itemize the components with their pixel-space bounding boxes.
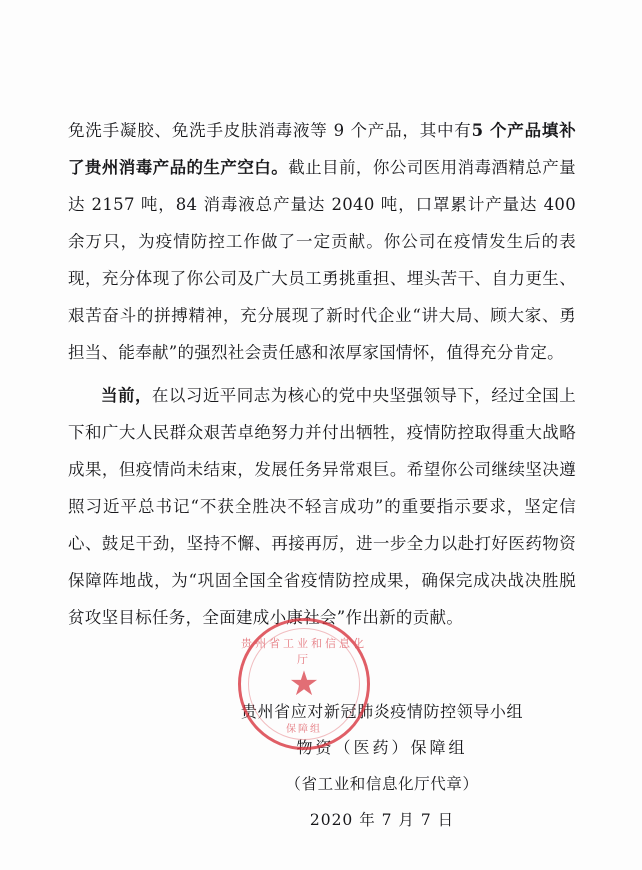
paragraph-1-run-1: 免洗手凝胶、免洗手皮肤消毒液等 9 个产品，其中有 <box>68 121 472 140</box>
signature-date: 2020 年 7 月 7 日 <box>309 811 455 829</box>
signature-stamp-note: （省工业和信息化厅代章） <box>285 775 479 793</box>
seal-star-icon: ★ <box>288 664 320 704</box>
signature-department: 物资（医药）保障组 <box>296 738 468 757</box>
paragraph-2-run-2: 在以习近平同志为核心的党中央坚强领导下，经过全国上下和广大人民群众艰苦卓绝努力并付出牺牲，疫情防控取得重大战略成果，但疫情尚未结束，发展任务异常艰巨。希望你公司继续坚决遵照习近平总书记“不获全胜决不轻言成功”的重要指示要求，坚定信心、鼓足干劲，坚持不懈、再接再厉，进一步全力以赴打好医药物资保障阵地战，为“巩固全国全省疫情防控成果，确保完成决战决胜脱贫攻坚目标任务，全面建成小康社会”作出新的贡献。 <box>68 386 577 627</box>
paragraph-1-run-4: 截止目前，你公司医用消毒酒精总产量达 2157 吨，84 消毒液总产量达 2040 吨，口罩累计产量达 400 余万只，为疫情防控工作做了一定贡献。你公司在疫情发生后的表现，充分体现了你公司及广大员工勇挑重担、埋头苦干、自力更生、艰苦奋斗的拼搏精神，充分展现了新时代企业“讲大局、顾大家、勇担当、能奉献”的强烈社会责任感和浓厚家国情怀，值得充分肯定。 <box>68 158 576 362</box>
seal-text-bottom: 保障组 <box>286 724 322 735</box>
paragraph-1-run-3: 补了贵州消毒产品的生产空白。 <box>68 121 576 177</box>
signature-block <box>68 694 576 838</box>
paragraph-1 <box>68 112 576 371</box>
signature-organization: 贵州省应对新冠肺炎疫情防控领导小组 <box>240 702 524 721</box>
seal-text-top: 贵州省工业和信息化厅 <box>241 637 367 666</box>
paragraph-1-run-2: 5 个产品填 <box>471 121 560 140</box>
paragraph-2 <box>68 377 576 636</box>
paragraph-2-run-1: 当前， <box>101 386 152 405</box>
